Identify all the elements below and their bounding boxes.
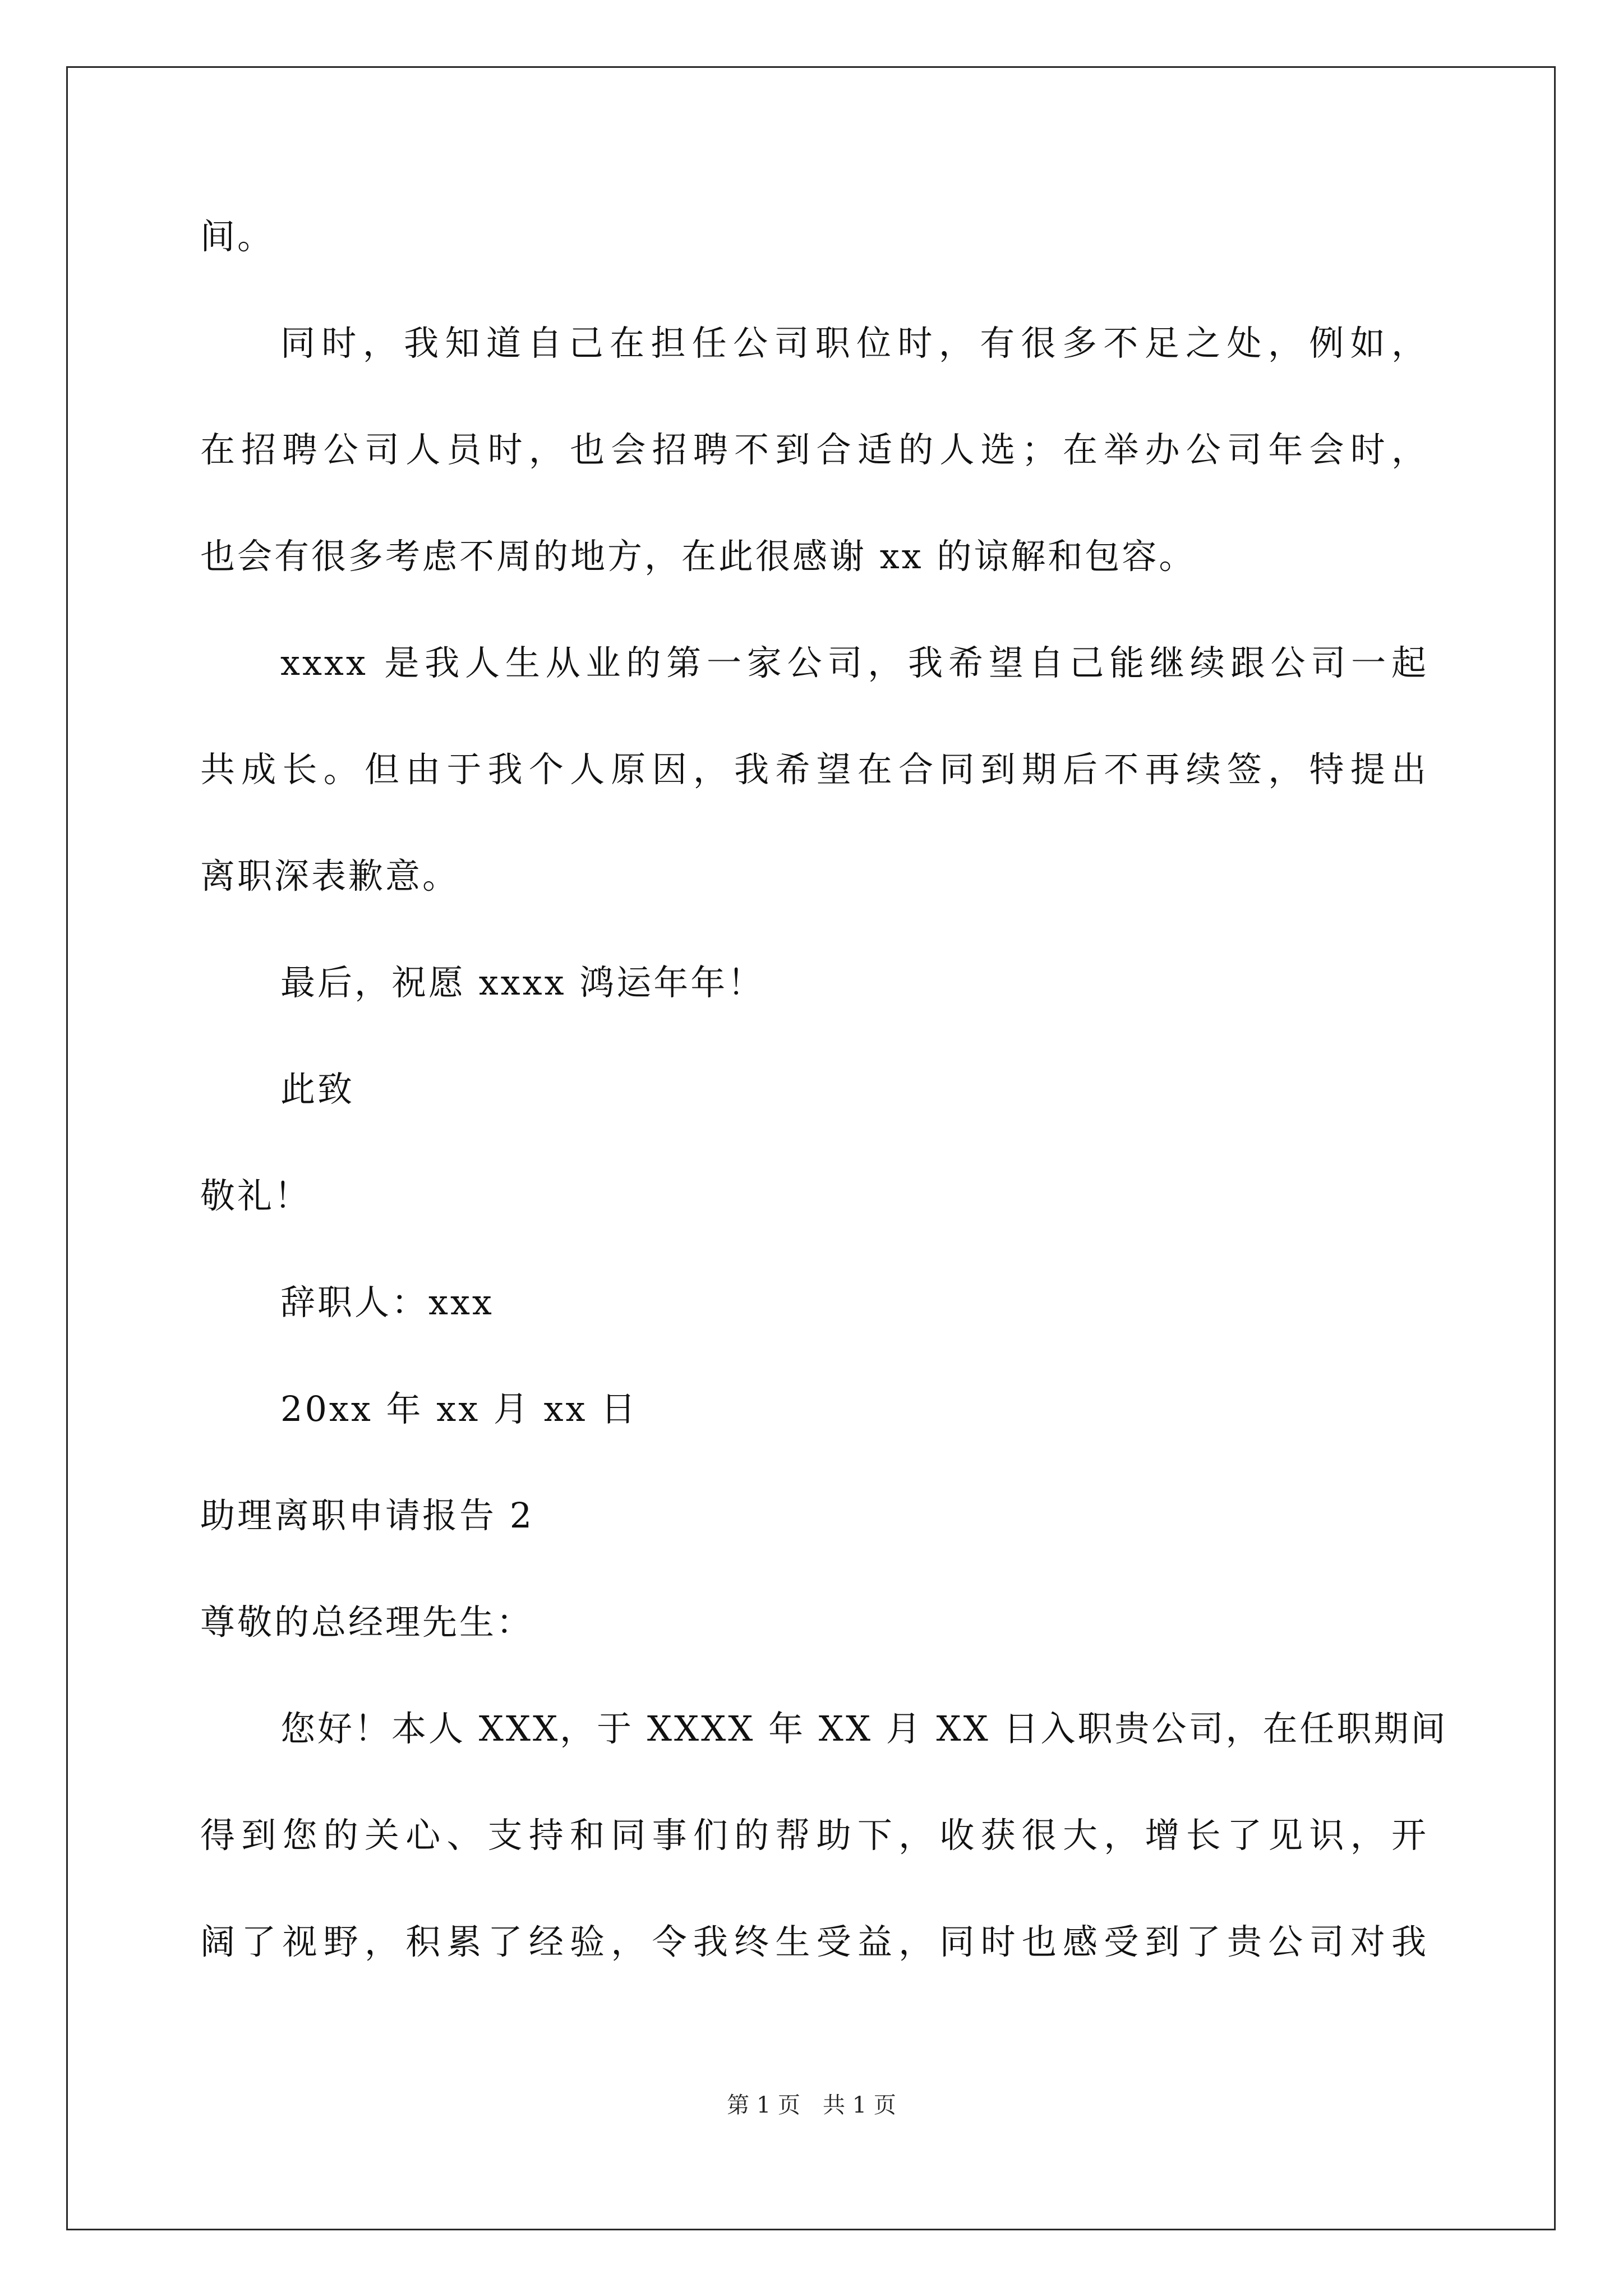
- text-line: 最后，祝愿 xxxx 鸿运年年！: [280, 962, 765, 1003]
- text-line: 间。: [200, 216, 275, 257]
- text-line: 得到您的关心、支持和同事们的帮助下，收获很大，增长了见识，开: [200, 1815, 1428, 1856]
- text-line: 您好！本人 XXX，于 XXXX 年 XX 月 XX 日入职贵公司，在任职期间: [280, 1708, 1448, 1749]
- greeting-line: 尊敬的总经理先生：: [200, 1602, 534, 1642]
- text-line: 离职深表歉意。: [200, 855, 460, 896]
- date-line: 20xx 年 xx 月 xx 日: [280, 1388, 638, 1429]
- page-border: [66, 66, 1556, 2230]
- text-line: xxxx 是我人生从业的第一家公司，我希望自己能继续跟公司一起: [280, 642, 1428, 683]
- text-line: 也会有很多考虑不周的地方，在此很感谢 xx 的谅解和包容。: [200, 536, 1196, 577]
- signature-line: 辞职人：xxx: [280, 1282, 494, 1323]
- text-line: 阔了视野，积累了经验，令我终生受益，同时也感受到了贵公司对我: [200, 1921, 1428, 1962]
- closing-salutation: 此致: [280, 1069, 355, 1110]
- text-line: 共成长。但由于我个人原因，我希望在合同到期后不再续签，特提出: [200, 749, 1428, 790]
- section-title: 助理离职申请报告 2: [200, 1495, 534, 1536]
- page-footer: 第 1 页 共 1 页: [727, 2092, 896, 2118]
- text-line: 同时，我知道自己在担任公司职位时，有很多不足之处，例如，: [280, 323, 1428, 364]
- text-line: 在招聘公司人员时，也会招聘不到合适的人选；在举办公司年会时，: [200, 429, 1428, 470]
- closing-regards: 敬礼！: [200, 1175, 312, 1216]
